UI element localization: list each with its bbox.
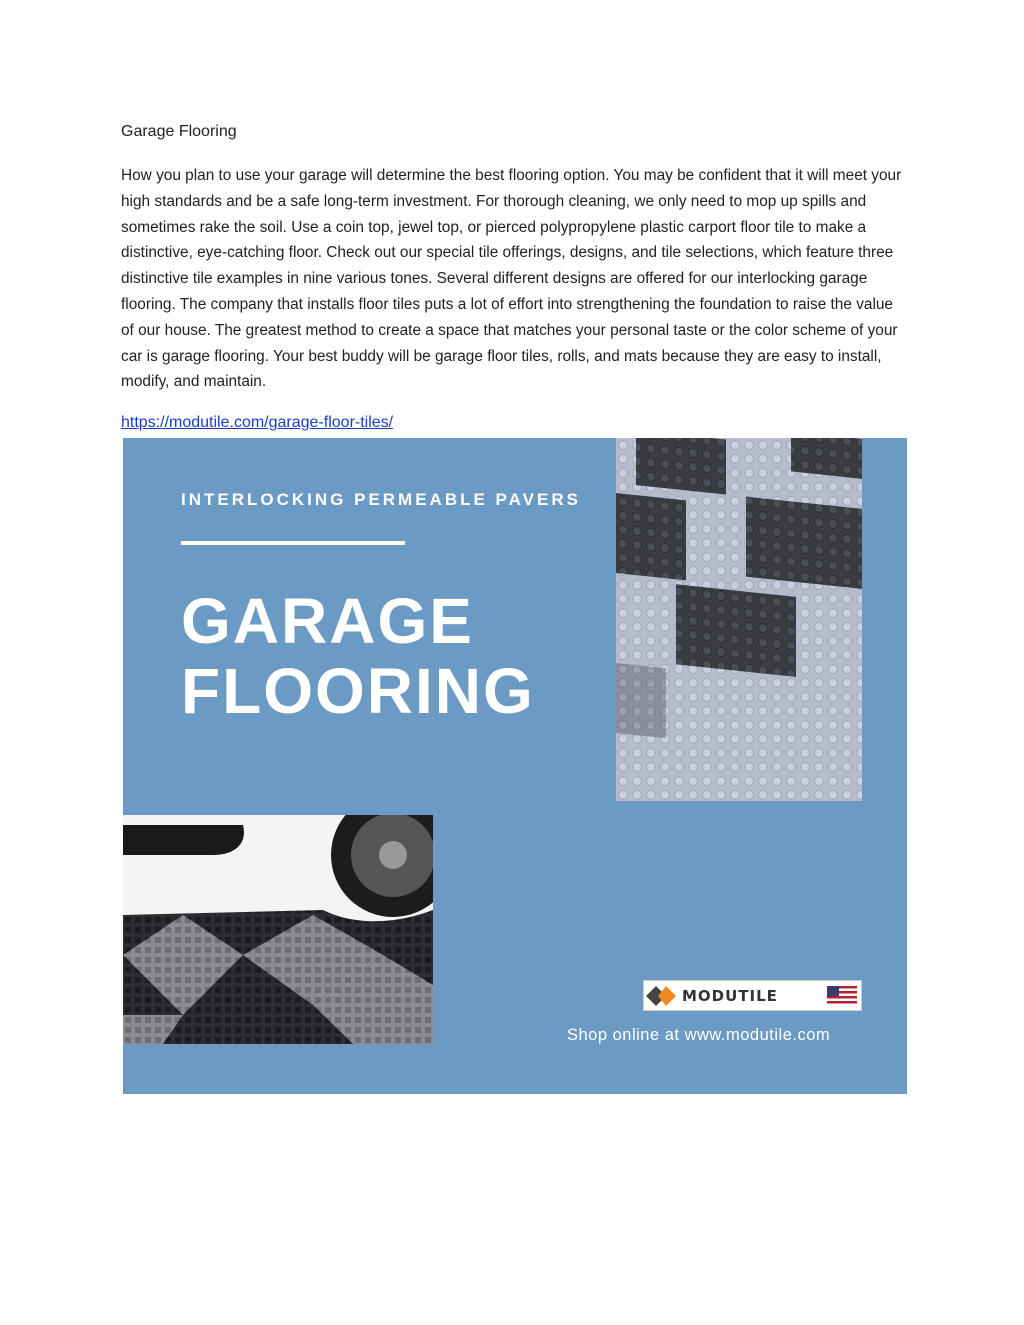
- garage-flooring-banner: [123, 438, 907, 1094]
- headline-line-1: GARAGE: [181, 585, 474, 657]
- us-flag-icon: [827, 986, 857, 1006]
- banner-tagline: INTERLOCKING PERMEABLE PAVERS: [181, 490, 581, 509]
- headline-line-2: FLOORING: [181, 655, 535, 727]
- logo-diamond-icon: [644, 984, 678, 1008]
- page-title: Garage Flooring: [121, 123, 237, 140]
- shop-online-text: Shop online at www.modutile.com: [567, 1026, 831, 1044]
- modutile-link[interactable]: https://modutile.com/garage-floor-tiles/: [121, 414, 394, 431]
- body-paragraph: How you plan to use your garage will determine the best flooring option. You may be confident that it will meet your high standards and be a safe long-term investment. For thorough cleaning, we only need to mop up spills and sometimes rake the soil. Use a coin top, jewel top, or pierced polypropylene plastic carport floor tile to make a distinctive, eye-catching floor. Check out our special tile offerings, designs, and tile selections, which feature three distinctive tile examples in nine various tones. Several different designs are offered for our interlocking garage flooring. The company that installs floor tiles puts a lot of effort into strengthening the foundation to raise the value of our house. The greatest method to create a space that matches your personal taste or the color scheme of your car is garage flooring. Your best buddy will be garage floor tiles, rolls, and mats because they are easy to install, modify, and maintain.: [121, 167, 902, 391]
- banner-divider: [181, 541, 405, 545]
- logo-wordmark: MODUTILE: [682, 986, 778, 1005]
- car-on-tiles-photo: [123, 815, 433, 1044]
- banner-headline: [181, 586, 535, 726]
- modutile-logo: [643, 980, 862, 1011]
- tiles-photo: [616, 438, 862, 801]
